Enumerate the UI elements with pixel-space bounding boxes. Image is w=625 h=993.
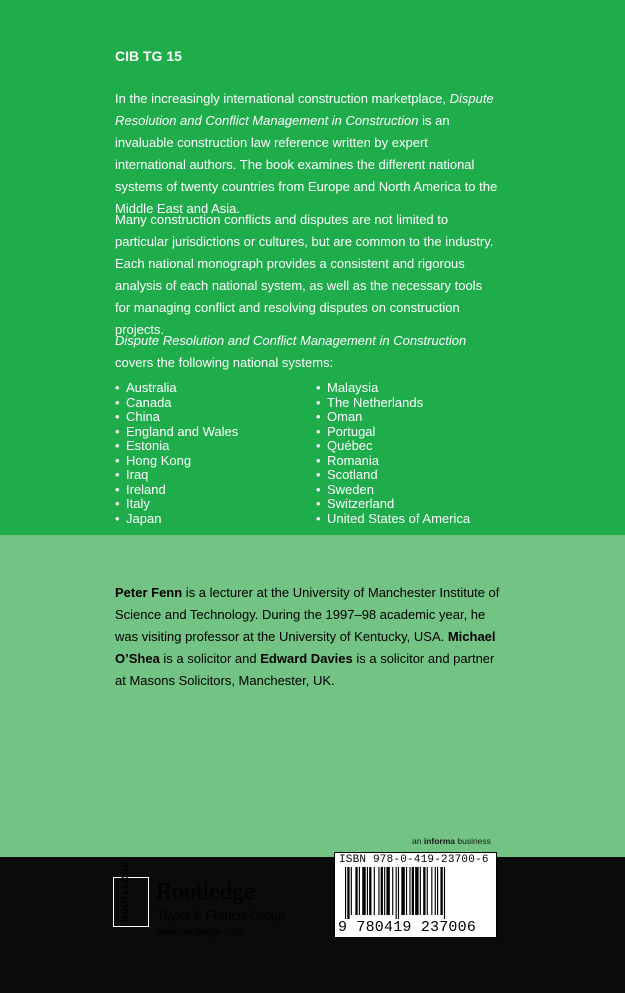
barcode-bars: [345, 867, 488, 919]
barcode-bar: [437, 867, 438, 915]
routledge-logo: [113, 860, 149, 927]
intro-paragraph: [115, 88, 500, 220]
barcode-bar: [415, 867, 418, 915]
country-item: • The Netherlands: [316, 396, 470, 411]
country-item: • Italy: [115, 497, 238, 512]
country-item: • Estonia: [115, 439, 238, 454]
country-item: • Oman: [316, 410, 470, 425]
intro-text-end: is an invaluable construction law reference written by expert international authors. The book examines the different national systems of twenty countries from Europe and North America to the Middle East and Asia.: [115, 113, 498, 216]
country-item: • England and Wales: [115, 425, 238, 440]
barcode-bar: [427, 867, 428, 915]
intro-text-start: In the increasingly international construction marketplace,: [115, 91, 450, 106]
barcode-bar: [420, 867, 421, 915]
barcode-bar: [401, 867, 404, 915]
barcode-bar: [351, 867, 352, 915]
informa-brand: informa: [423, 836, 455, 846]
barcode-bar: [367, 867, 368, 915]
author-bio-text: is a lecturer at the University of Manchester Institute of Science and Technology. During the 1997–98 academic year, he was visiting professor at the University of Kentucky, USA.: [115, 585, 500, 644]
barcode-bar: [362, 867, 365, 915]
barcode-bar: [392, 867, 393, 915]
publisher-group: Taylor & Francis Group: [157, 909, 285, 923]
barcode-bar: [384, 867, 385, 915]
barcode-bar: [435, 867, 436, 915]
isbn-label: ISBN 978-0-419-23700-6: [339, 854, 489, 866]
coverage-paragraph: [115, 330, 500, 374]
coverage-book-title: Dispute Resolution and Conflict Management in Construction: [115, 333, 467, 348]
barcode-bar: [369, 867, 371, 915]
country-item: • China: [115, 410, 238, 425]
barcode-bar: [423, 867, 425, 915]
intro-book-title: Dispute Resolution and Conflict Management in Construction: [115, 91, 494, 128]
country-item: • Iraq: [115, 468, 238, 483]
country-item: • Scotland: [316, 468, 470, 483]
barcode-bar: [381, 867, 383, 915]
barcode-bar: [386, 867, 389, 915]
barcode-bar: [406, 867, 407, 915]
barcode-bar: [444, 867, 445, 919]
routledge-logo-text: ROUTLEDGE: [120, 860, 130, 922]
author-bio-text: is a solicitor and partner at Masons Solicitors, Manchester, UK.: [115, 651, 495, 688]
barcode-bar: [409, 867, 410, 915]
barcode-bar: [431, 867, 432, 915]
country-item: • Australia: [115, 381, 238, 396]
author-name: Edward Davies: [260, 651, 353, 666]
country-list-left: [115, 381, 238, 526]
informa-tagline: an informa business: [412, 836, 491, 846]
country-item: • Portugal: [316, 425, 470, 440]
country-item: • Switzerland: [316, 497, 470, 512]
isbn-barcode: [334, 852, 497, 938]
author-bio: [115, 582, 500, 692]
author-name: Peter Fenn: [115, 585, 183, 600]
country-item: • Japan: [115, 512, 238, 527]
publisher-name: Routledge: [156, 879, 255, 905]
author-bio-text: is a solicitor and: [159, 651, 261, 666]
barcode-bar: [412, 867, 414, 915]
coverage-text: covers the following national systems:: [115, 355, 334, 370]
barcode-bar: [374, 867, 375, 915]
publisher-url: www.routledge.com: [157, 927, 245, 938]
country-item: • Hong Kong: [115, 454, 238, 469]
publisher-footer: [0, 857, 625, 993]
country-item: • Canada: [115, 396, 238, 411]
country-item: • Québec: [316, 439, 470, 454]
country-item: • Romania: [316, 454, 470, 469]
scope-paragraph: Many construction conflicts and disputes are not limited to particular jurisdictions or cultures, but are common to the industry. Each national monograph provides a consistent and rigorous analysis of each national system, as well as the necessary tools for managing conflict and resolving disputes on construction projects.: [115, 212, 494, 337]
barcode-bar: [345, 867, 346, 919]
barcode-bar: [440, 867, 442, 915]
barcode-bar: [355, 867, 357, 915]
barcode-bar: [396, 867, 397, 919]
country-item: • Malaysia: [316, 381, 470, 396]
isbn-number: 9 780419 237006: [338, 919, 477, 936]
country-item: • Sweden: [316, 483, 470, 498]
barcode-bar: [398, 867, 399, 919]
country-item: • Ireland: [115, 483, 238, 498]
author-name: Michael O’Shea: [115, 629, 496, 666]
country-list-right: [316, 381, 470, 526]
barcode-bar: [359, 867, 360, 915]
barcode-bar: [347, 867, 349, 919]
series-code: CIB TG 15: [115, 48, 182, 64]
country-item: • United States of America: [316, 512, 470, 527]
barcode-bar: [378, 867, 379, 915]
